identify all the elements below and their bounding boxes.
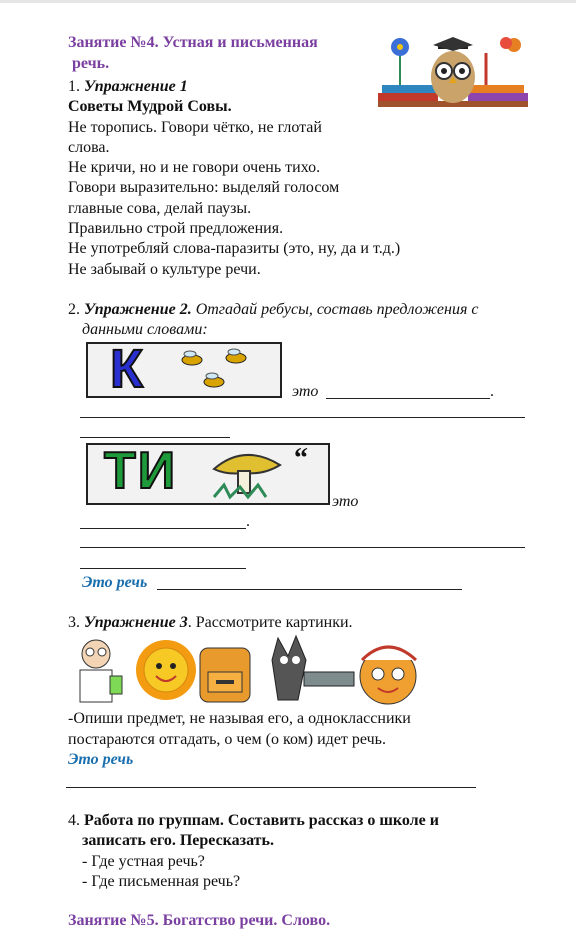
ex1-line: Не забывай о культуре речи. — [68, 261, 261, 278]
answer-line — [66, 787, 476, 788]
rebus-1-letter: К — [110, 339, 143, 399]
sun-picture — [136, 640, 196, 700]
ex4-task — [68, 811, 439, 831]
answer-line — [326, 398, 490, 399]
ex1-line: Не употребляй слова-паразиты (это, ну, да и т.д.) — [68, 240, 401, 257]
doctor-picture — [80, 640, 122, 702]
rebus-2-dot: . — [246, 513, 250, 530]
ex3-number: 3. — [68, 614, 84, 631]
ex1-number: 1. — [68, 78, 84, 95]
ex3-line: -Опиши предмет, не называя его, а одноклассники — [68, 710, 411, 727]
top-border — [0, 0, 576, 3]
flies-icon — [174, 346, 278, 394]
answer-line — [80, 437, 230, 438]
wolf-picture — [272, 636, 354, 700]
lesson4-title: Занятие №4. Устная и письменная — [68, 34, 318, 51]
ex2-label: Упражнение 2. — [84, 301, 192, 318]
answer-line — [157, 589, 462, 590]
ex4-task-text: Работа по группам. Составить рассказ о школе и — [84, 812, 439, 829]
rebus-1-eto: это — [292, 383, 319, 400]
ex2-number: 2. — [68, 301, 84, 318]
ex1-line: Не торопись. Говори чётко, не глотай — [68, 119, 322, 136]
ex3-line: постараются отгадать, о чем (о ком) идет речь. — [68, 731, 386, 748]
kolobok-picture — [360, 647, 416, 704]
ex4-task-cont: записать его. Пересказать. — [82, 832, 274, 849]
owl-illustration — [378, 33, 528, 109]
ex1-line: Правильно строй предложения. — [68, 220, 284, 237]
pictures-row — [66, 630, 430, 708]
lesson5-title: Занятие №5. Богатство речи. Слово. — [68, 912, 331, 929]
ex2-task — [68, 300, 479, 320]
ex3-answer-label: Это речь — [68, 751, 134, 768]
ex2-task-text: Отгадай ребусы, составь предложения с — [191, 301, 479, 318]
ex4-question: - Где устная речь? — [82, 853, 205, 870]
ex1-line: главные сова, делай паузы. — [68, 200, 252, 217]
ex2-task-cont: данными словами: — [82, 321, 208, 338]
rebus-1 — [86, 339, 282, 399]
rebus-2-commas: “ — [294, 443, 308, 474]
ex1-heading-line — [68, 77, 188, 97]
ex1-line: слова. — [68, 139, 110, 156]
ex3-task-text: . Рассмотрите картинки. — [187, 614, 353, 631]
answer-line — [80, 568, 246, 569]
lesson4-title-cont: речь. — [72, 55, 110, 72]
ex2-answer-label: Это речь — [82, 574, 148, 591]
backpack-picture — [200, 648, 250, 702]
answer-line — [80, 417, 525, 418]
ex1-advice-heading: Советы Мудрой Совы. — [68, 98, 232, 115]
ex1-line: Не кричи, но и не говори очень тихо. — [68, 159, 321, 176]
rebus-2-letters: ТИ — [104, 442, 178, 500]
rebus-2-eto: это — [332, 493, 359, 510]
ex3-label: Упражнение 3 — [84, 614, 188, 631]
ex1-line: Говори выразительно: выделяй голосом — [68, 179, 340, 196]
answer-line — [80, 528, 246, 529]
answer-line — [80, 547, 525, 548]
rebus-1-dot: . — [490, 383, 494, 400]
ex1-label: Упражнение 1 — [84, 78, 188, 95]
ex4-number: 4. — [68, 812, 84, 829]
ex4-question: - Где письменная речь? — [82, 873, 241, 890]
rebus-2 — [86, 443, 330, 505]
mushroom-icon — [204, 447, 294, 501]
